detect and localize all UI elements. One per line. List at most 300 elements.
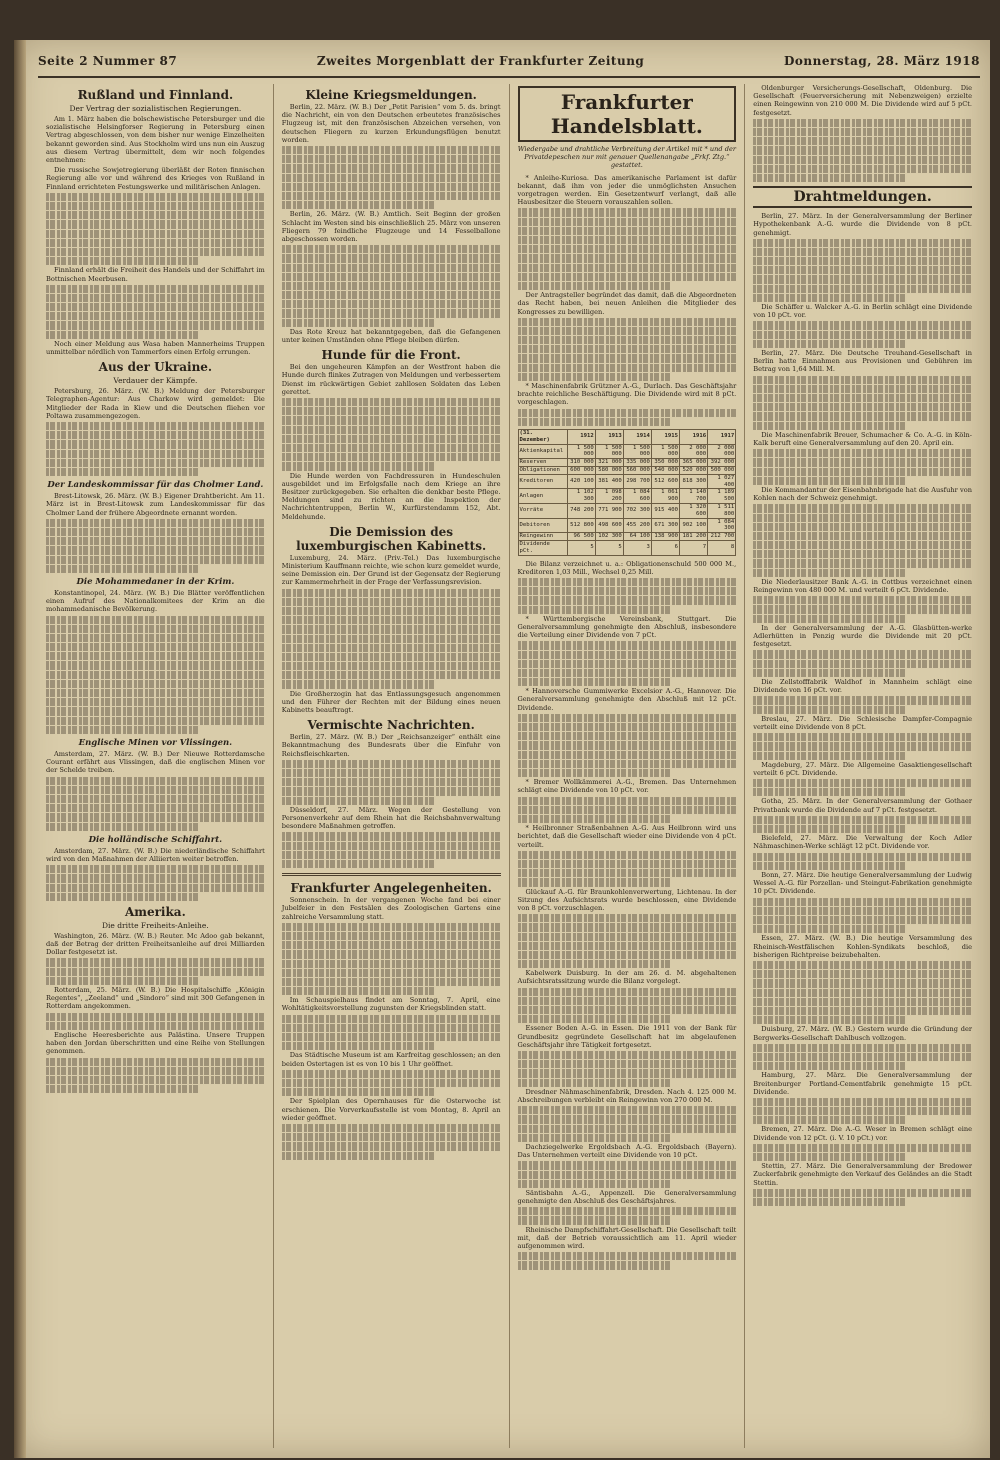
text-line — [518, 345, 737, 353]
text-line — [753, 523, 972, 531]
text-line — [753, 146, 972, 154]
text-line — [282, 291, 501, 299]
text-line — [753, 1198, 906, 1206]
table-cell: 298 700 — [623, 474, 651, 489]
text-line — [753, 248, 972, 256]
text-line — [46, 239, 265, 247]
table-cell: 392 000 — [708, 459, 736, 467]
text-line — [282, 426, 501, 434]
article-paragraph: Noch einer Meldung aus Wasa haben Mannerheims Truppen unmittelbar nördlich von Tammerfors einen Erfolg errungen. — [46, 339, 265, 357]
table-cell: 212 700 — [708, 533, 736, 541]
text-line — [518, 1171, 737, 1179]
table-cell: 771 900 — [595, 503, 623, 518]
table-cell: 512 600 — [651, 474, 679, 489]
article-paragraph: Bei den ungeheuren Kämpfen an der Westfront haben die Hunde durch flinkes Zutragen von Meldungen und verbessertem Dienst im rückwärtigen Gebiet zahllosen Soldaten das Leben gerettet. — [281, 363, 501, 396]
text-line — [282, 1133, 501, 1141]
text-line — [518, 218, 737, 226]
text-line — [46, 804, 265, 812]
text-line — [282, 1088, 435, 1096]
table-cell: 138 900 — [651, 533, 679, 541]
text-line — [753, 970, 972, 978]
text-line — [282, 309, 501, 317]
text-line — [753, 266, 972, 274]
text-line — [753, 898, 972, 906]
table-cell: 7 — [679, 540, 707, 555]
text-line — [282, 1142, 501, 1150]
text-line — [518, 1180, 671, 1188]
text-line — [753, 1098, 972, 1106]
table-row — [518, 489, 736, 504]
text-line — [518, 1115, 737, 1123]
text-line — [282, 607, 501, 615]
text-line — [46, 625, 265, 633]
table-cell: 915 400 — [651, 503, 679, 518]
text-line — [46, 303, 265, 311]
article-paragraph: Dresdner Nähmaschinenfabrik, Dresden. Nach 4. 125 000 M. Abschreibungen verbleibt ein Reingewinn von 270 000 M. — [517, 1087, 737, 1104]
text-line — [753, 779, 972, 787]
article-paragraph: Die Kommandantur der Eisenbahnbrigade hat die Ausfuhr von Kohlen nach der Schweiz genehmigt. — [753, 485, 972, 503]
headline-landeskommissar: Der Landeskommissar für das Cholmer Land. — [47, 480, 264, 491]
text-line — [753, 275, 972, 283]
text-line — [518, 806, 737, 814]
table-cell: 1 320 600 — [679, 503, 707, 518]
table-cell: 310 000 — [567, 459, 595, 467]
text-line — [753, 394, 972, 402]
text-line — [518, 1006, 737, 1014]
article-paragraph: Berlin, 27. März. (W. B.) Der „Reichsanzeiger“ enthält eine Bekanntmachung des Bundesrats über die Einfuhr von Reichsfleischkarten. — [281, 733, 501, 758]
table-cell: 1 500 000 — [651, 444, 679, 459]
table-row-label: Aktienkapital — [518, 444, 567, 459]
text-line — [46, 958, 265, 966]
text-line — [46, 546, 265, 554]
text-line — [282, 653, 501, 661]
text-line — [282, 146, 501, 154]
text-line — [282, 282, 501, 290]
text-line — [753, 742, 972, 750]
headline-hunde: Hunde für die Front. — [321, 348, 461, 363]
text-line — [753, 961, 972, 969]
article-paragraph: Im Schauspielhaus findet am Sonntag, 7. April, eine Wohltätigkeitsvorstellung zugunsten der Kriegsblinden statt. — [281, 996, 501, 1013]
text-line — [753, 1116, 906, 1124]
text-line — [753, 468, 972, 476]
table-cell: 102 300 — [595, 533, 623, 541]
table-cell: 2 000 000 — [708, 444, 736, 459]
column-4 — [745, 84, 980, 1448]
text-line — [518, 336, 737, 344]
text-line — [518, 797, 737, 805]
column-3 — [510, 84, 746, 1448]
headline-kriegsmeldungen: Kleine Kriegsmeldungen. — [305, 88, 477, 102]
text-line — [282, 398, 501, 406]
table-cell: 498 600 — [595, 518, 623, 533]
text-line — [753, 340, 906, 348]
text-line — [753, 1144, 972, 1152]
text-line — [282, 1070, 501, 1078]
article-paragraph: Oldenburger Versicherungs-Gesellschaft, Oldenburg. Die Gesellschaft (Feuerversicherung mit Nebenzweigen) erzielte einen Reingewinn von 210 000 M. Die Dividende wird auf 5 pCt. festgesetzt. — [753, 84, 972, 117]
text-line — [46, 1058, 265, 1066]
text-line — [282, 832, 501, 840]
text-line — [282, 1042, 435, 1050]
text-line — [753, 1053, 972, 1061]
table-row-label: Vorräte — [518, 503, 567, 518]
table-cell: 455 200 — [623, 518, 651, 533]
table-cell: 512 800 — [567, 518, 595, 533]
text-line — [518, 1051, 737, 1059]
text-line — [518, 1069, 737, 1077]
table-row — [518, 444, 736, 459]
text-line — [518, 236, 737, 244]
table-cell: 335 000 — [623, 459, 651, 467]
article-paragraph: Essener Boden A.-G. in Essen. Die 1911 von der Bank für Grundbesitz gegründete Gesellschaft hat im abgelaufenen Geschäftsjahr ihre Tätigkeit fortgesetzt. — [517, 1024, 737, 1049]
text-line — [753, 853, 972, 861]
text-line — [518, 254, 737, 262]
article-paragraph: Das Rote Kreuz hat bekanntgegeben, daß die Gefangenen unter keinen Umständen ohne Pflege bleiben dürfen. — [281, 327, 501, 345]
table-row-label: Debitoren — [518, 518, 567, 533]
text-line — [518, 997, 737, 1005]
article-paragraph: Der Antragsteller begründet das damit, daß die Abgeordneten das Recht haben, bei neuen Anleihen die Mitglieder des Kongresses zu bewilligen. — [517, 291, 737, 316]
text-line — [753, 385, 972, 393]
table-row — [518, 533, 736, 541]
table-cell: 671 300 — [651, 518, 679, 533]
text-line — [282, 769, 501, 777]
text-line — [518, 264, 737, 272]
article-paragraph: Die Niederlausitzer Bank A.-G. in Cottbus verzeichnet einen Reingewinn von 480 000 M. und verteilt 6 pCt. Dividende. — [753, 577, 972, 595]
text-line — [753, 998, 972, 1006]
headline-demission: Die Demission des luxemburgischen Kabinetts. — [296, 524, 487, 553]
text-line — [46, 671, 265, 679]
table-row — [518, 474, 736, 489]
article-paragraph: * Bremer Wollkämmerei A.-G., Bremen. Das Unternehmen schlägt eine Dividende von 10 pCt. vor. — [517, 778, 737, 795]
text-line — [46, 202, 265, 210]
table-header-cell: 1916 — [679, 430, 707, 445]
article-paragraph: Breslau, 27. März. Die Schlesische Dampfer-Compagnie verteilt eine Dividende von 8 pCt. — [753, 714, 972, 731]
text-line — [46, 294, 265, 302]
text-line — [282, 923, 501, 931]
text-line — [518, 1216, 671, 1224]
table-cell: 381 400 — [595, 474, 623, 489]
text-line — [46, 893, 199, 901]
text-line — [46, 968, 265, 976]
text-line — [282, 960, 501, 968]
text-line — [518, 714, 737, 722]
article-paragraph: Finnland erhält die Freiheit des Handels und der Schiffahrt im Bottnischen Meerbusen. — [46, 266, 265, 283]
table-cell: 1 511 800 — [708, 503, 736, 518]
text-line — [282, 787, 501, 795]
article-paragraph: Düsseldorf, 27. März. Wegen der Gestellung von Personenverkehr auf dem Rhein hat die Reichsbahnverwaltung besondere Maßnahmen getroffen. — [281, 805, 501, 831]
article-paragraph: Glückauf A.-G. für Braunkohlenverwertung, Lichtenau. In der Sitzung des Aufsichtsrats wurde beschlossen, eine Dividende von 8 pCt. vorzuschlagen. — [517, 887, 737, 912]
article-paragraph: Berlin, 27. März. Die Deutsche Treuhand-Gesellschaft in Berlin hatte Einnahmen aus Provisionen und Gebühren im Betrag von 1,64 Mill. M. — [753, 349, 972, 374]
text-line — [753, 650, 972, 658]
headline-vermischte: Vermischte Nachrichten. — [307, 718, 475, 733]
table-cell: 350 000 — [651, 459, 679, 467]
text-line — [518, 227, 737, 235]
text-line — [282, 319, 435, 327]
article-paragraph: Die Großherzogin hat das Entlassungsgesuch angenommen und den Führer der Rechten mit der Bildung eines neuen Kabinetts beauftragt. — [281, 689, 501, 715]
text-line — [753, 376, 972, 384]
section-title-handelsblatt: Frankfurter Handelsblatt. — [518, 86, 737, 142]
text-line — [518, 914, 737, 922]
text-line — [282, 407, 501, 415]
text-line — [518, 1015, 671, 1023]
article-paragraph: Petersburg, 26. März. (W. B.) Meldung der Petersburger Telegraphen-Agentur: Aus Charkow wird gemeldet: Die Mitglieder der Rada in Kiew und die Deutschen fliehen vor Poltawa zusammengezogen. — [46, 387, 265, 420]
text-line — [753, 660, 972, 668]
text-line — [46, 977, 199, 985]
text-line — [518, 418, 671, 426]
article-paragraph: Die russische Sowjetregierung überläßt der Roten finnischen Regierung alle vor und während des Krieges von Rußland in Finnland errichteten Festungswerke und militärischen Anlagen. — [46, 166, 265, 191]
table-cell: 96 500 — [567, 533, 595, 541]
table-row-label: Obligationen — [518, 467, 567, 475]
text-line — [753, 605, 972, 613]
text-line — [518, 651, 737, 659]
headline-russland: Rußland und Finnland. — [77, 88, 234, 102]
text-line — [753, 321, 972, 329]
text-line — [753, 331, 972, 339]
text-line — [46, 1067, 265, 1075]
text-line — [282, 254, 501, 262]
text-line — [46, 823, 199, 831]
article-paragraph: * Maschinenfabrik Grützner A.-G., Durlach. Das Geschäftsjahr brachte reichliche Beschäftigung. Die Dividende wird mit 8 pCt. vorgeschlagen. — [517, 382, 737, 407]
table-cell: 181 200 — [679, 533, 707, 541]
column-1 — [38, 84, 274, 1448]
table-row — [518, 459, 736, 467]
text-line — [753, 1062, 906, 1070]
text-line — [282, 932, 501, 940]
binding-spine — [14, 40, 26, 1458]
article-paragraph: * Heilbronner Straßenbahnen A.-G. Aus Heilbronn wird uns berichtet, daß die Gesellschaft wieder eine Dividende von 4 pCt. verteilt. — [517, 824, 737, 849]
article-paragraph: Stettin, 27. März. Die Generalversammlung der Bredower Zuckerfabrik genehmigte den Verkauf des Geländes an die Stadt Stettin. — [753, 1162, 972, 1187]
table-cell: 520 000 — [679, 467, 707, 475]
text-line — [282, 1024, 501, 1032]
text-line — [282, 625, 501, 633]
double-rule — [282, 873, 501, 876]
table-cell: 8 — [708, 540, 736, 555]
text-line — [46, 193, 265, 201]
text-line — [518, 741, 737, 749]
text-line — [46, 643, 265, 651]
text-line — [282, 1015, 501, 1023]
text-line — [282, 635, 501, 643]
text-line — [518, 669, 737, 677]
text-line — [46, 865, 265, 873]
table-cell: 1 500 000 — [595, 444, 623, 459]
table-cell: 1 061 900 — [651, 489, 679, 504]
text-line — [518, 869, 737, 877]
text-line — [46, 616, 265, 624]
text-line — [753, 165, 972, 173]
text-line — [518, 327, 737, 335]
text-line — [46, 211, 265, 219]
table-cell: 1 027 400 — [708, 474, 736, 489]
text-line — [46, 528, 265, 536]
text-line — [46, 1085, 199, 1093]
text-line — [46, 717, 265, 725]
table-cell: 600 000 — [567, 467, 595, 475]
text-line — [46, 450, 265, 458]
text-line — [46, 634, 265, 642]
article-paragraph: Gotha, 25. März. In der Generalversammlung der Gothaer Privatbank wurde die Dividende auf 7 pCt. festgesetzt. — [753, 797, 972, 814]
text-line — [46, 468, 199, 476]
text-line — [282, 164, 501, 172]
text-line — [282, 760, 501, 768]
article-paragraph: Hamburg, 27. März. Die Generalversammlung der Breitenburger Portland-Cementfabrik genehmigte 15 pCt. Dividende. — [753, 1071, 972, 1096]
page-number: Seite 2 Nummer 87 — [38, 54, 178, 68]
issue-date: Donnerstag, 28. März 1918 — [784, 54, 980, 68]
table-cell: 321 000 — [595, 459, 623, 467]
text-line — [753, 752, 906, 760]
text-line — [518, 988, 737, 996]
table-cell: 6 — [651, 540, 679, 555]
text-line — [282, 671, 501, 679]
article-paragraph: Rotterdam, 25. März. (W. B.) Die Hospitalschiffe „Königin Regentes“, „Zeeland“ und „Sindoro“ sind mit 300 Gefangenen in Rotterdam angekommen. — [46, 986, 265, 1011]
article-paragraph: Dachziegelwerke Ergoldsbach A.-G. Ergoldsbach (Bayern). Das Unternehmen verteilt eine Dividende von 10 pCt. — [517, 1142, 737, 1160]
table-header-cell: 1915 — [651, 430, 679, 445]
table-cell: 748 200 — [567, 503, 595, 518]
text-line — [518, 660, 737, 668]
text-line — [46, 248, 265, 256]
text-line — [518, 318, 737, 326]
table-cell: 1 084 300 — [708, 518, 736, 533]
headline-angelegenheiten: Frankfurter Angelegenheiten. — [290, 881, 492, 896]
text-line — [282, 1152, 435, 1160]
text-line — [282, 174, 501, 182]
table-row — [518, 540, 736, 555]
text-line — [282, 453, 501, 461]
text-line — [753, 733, 972, 741]
section-title-drahtmeldungen: Drahtmeldungen. — [753, 186, 972, 208]
text-line — [46, 726, 199, 734]
article-paragraph: * Anleihe-Kuriosa. Das amerikanische Parlament ist dafür bekannt, daß ihm von jeder die unmöglichsten Ansuchen vorgetragen werden. Ein Gesetzentwurf verlangt, daß alle Hausbesitzer die Steuern vorauszahlen sollen. — [517, 173, 737, 207]
text-line — [518, 1261, 671, 1269]
table-cell: 5 — [595, 540, 623, 555]
text-line — [753, 1044, 972, 1052]
text-line — [46, 698, 265, 706]
article-paragraph: Essen, 27. März. (W. B.) Die heutige Versammlung des Rheinisch-Westfälischen Kohlen-Syndikats beschloß, die bisherigen Richtpreise beizubehalten. — [753, 934, 972, 959]
article-paragraph: Magdeburg, 27. März. Die Allgemeine Gasaktiengesellschaft verteilt 6 pCt. Dividende. — [753, 760, 972, 777]
article-paragraph: Luxemburg, 24. März. (Priv.-Tel.) Das luxemburgische Ministerium Kauffmann reichte, wie schon kurz gemeldet wurde, seine Demission ein. Der Grund ist der Gegensatz der Regierung zur Kammermehrheit in der Frage der Verfassungsrevision. — [281, 553, 501, 587]
table-cell: 500 000 — [708, 467, 736, 475]
text-line — [753, 816, 972, 824]
article-paragraph: Die Maschinenfabrik Breuer, Schumacher & Co. A.-G. in Köln-Kalk beruft eine Generalversammlung auf den 20. April ein. — [753, 430, 972, 447]
headline-amerika: Amerika. — [124, 904, 186, 919]
table-cell: 560 000 — [623, 467, 651, 475]
article-paragraph: Washington, 26. März. (W. B.) Reuter. Mc Adoo gab bekannt, daß der Betrag der dritten Freiheitsanleihe auf drei Milliarden Dollar festgesetzt ist. — [46, 931, 265, 957]
table-cell: 540 000 — [651, 467, 679, 475]
table-header-cell: 1917 — [708, 430, 736, 445]
table-cell: 818 300 — [679, 474, 707, 489]
text-line — [46, 565, 199, 573]
text-line — [753, 559, 972, 567]
text-line — [282, 192, 501, 200]
headline-schiffahrt: Die holländische Schiffahrt. — [88, 834, 223, 845]
article-paragraph: Die Zellstofffabrik Waldhof in Mannheim schlägt eine Dividende von 16 pCt. vor. — [753, 677, 972, 695]
article-paragraph: Duisburg, 27. März. (W. B.) Gestern wurde die Gründung der Bergwerks-Gesellschaft Dahlbusch vollzogen. — [753, 1025, 972, 1042]
text-line — [518, 1060, 737, 1068]
text-line — [46, 440, 265, 448]
text-line — [753, 174, 906, 182]
table-cell: 64 100 — [623, 533, 651, 541]
table-cell: 1 189 500 — [708, 489, 736, 504]
text-line — [282, 941, 501, 949]
article-paragraph: Rheinische Dampfschiffahrt-Gesellschaft. Die Gesellschaft teilt mit, daß der Betrieb voraussichtlich am 11. April wieder aufgenommen wird. — [517, 1225, 737, 1251]
text-line — [753, 541, 972, 549]
subhead-vertrag: Der Vertrag der sozialistischen Regierungen. — [69, 104, 242, 113]
text-line — [46, 331, 199, 339]
headline-mohammedaner: Die Mohammedaner in der Krim. — [76, 576, 235, 587]
text-line — [282, 616, 501, 624]
text-line — [46, 1013, 265, 1021]
text-line — [46, 680, 265, 688]
article-paragraph: Berlin, 26. März. (W. B.) Amtlich. Seit Beginn der großen Schlacht im Westen sind bis einschließlich 25. März von unseren Fliegern 79 feindliche Flugzeuge und 14 Fesselballone abgeschossen worden. — [281, 210, 501, 243]
text-line — [282, 842, 501, 850]
text-line — [518, 1125, 737, 1133]
text-line — [753, 989, 972, 997]
text-line — [518, 678, 671, 686]
text-line — [46, 459, 265, 467]
text-line — [753, 514, 972, 522]
text-line — [282, 797, 435, 805]
text-line — [46, 1076, 265, 1084]
text-line — [518, 851, 737, 859]
text-line — [46, 422, 265, 430]
text-line — [518, 578, 737, 586]
text-line — [518, 373, 671, 381]
text-line — [753, 532, 972, 540]
columns — [38, 84, 980, 1448]
text-line — [518, 273, 737, 281]
text-line — [753, 696, 972, 704]
text-line — [753, 137, 972, 145]
text-line — [518, 769, 671, 777]
text-line — [46, 556, 265, 564]
text-line — [518, 732, 737, 740]
text-line — [518, 933, 737, 941]
article-paragraph: Berlin, 27. März. In der Generalversammlung der Berliner Hypothekenbank A.-G. wurde die Dividende von 8 pCt. genehmigt. — [753, 212, 972, 237]
table-cell: 365 000 — [679, 459, 707, 467]
text-line — [282, 851, 501, 859]
table-row — [518, 518, 736, 533]
text-line — [518, 641, 737, 649]
article-paragraph: Am 1. März haben die bolschewistische Petersburger und die sozialistische Helsingforser Regierung in Petersburg einen Vertrag abgeschlossen, von dem bisher nur wenige Einzelheiten bekannt geworden sind. Aus Stockholm wird uns nun ein Auszug aus diesem Vertrag übermittelt, dem wir noch folgendes entnehmen: — [46, 115, 265, 165]
text-line — [753, 156, 972, 164]
text-line — [753, 669, 906, 677]
text-line — [518, 364, 737, 372]
table-header-row — [518, 430, 736, 445]
text-line — [518, 1079, 671, 1087]
text-line — [282, 264, 501, 272]
subhead-anleihe: Die dritte Freiheits-Anleihe. — [102, 920, 209, 930]
text-line — [753, 615, 906, 623]
article-paragraph: Die Schäffer u. Walcker A.-G. in Berlin schlägt eine Dividende von 10 pCt. vor. — [753, 303, 972, 320]
table-header-cell: (31. Dezember) — [518, 430, 567, 445]
text-line — [282, 444, 501, 452]
article-paragraph: Bremen, 27. März. Die A.-G. Weser in Bremen schlägt eine Dividende von 12 pCt. (i. V. 10 pCt.) vor. — [753, 1125, 972, 1142]
text-line — [282, 201, 435, 209]
table-row-label: Kreditoren — [518, 474, 567, 489]
article-paragraph: Sonnenschein. In der vergangenen Woche fand bei einer Jubelfeier in den Festsälen des Zoologischen Gartens eine zahlreiche Versammlung statt. — [281, 896, 501, 921]
table-cell: 3 — [623, 540, 651, 555]
subhead-kaempfe: Verdauer der Kämpfe. — [113, 376, 198, 386]
article-paragraph: Amsterdam, 27. März. (W. B.) Der Nieuwe Rotterdamsche Courant erfährt aus Vlissingen, daß die englischen Minen vor der Schelde treiben. — [46, 749, 265, 775]
text-line — [753, 862, 906, 870]
article-paragraph: In der Generalversammlung der A.-G. Glasbütten-werke Adlerhütten in Penzig wurde die Dividende mit 20 pCt. festgesetzt. — [753, 623, 972, 649]
article-paragraph: Die Bilanz verzeichnet u. a.: Obligationenschuld 500 000 M., Kreditoren 1,03 Mill., Wechsel 0,25 Mill. — [517, 559, 737, 576]
article-paragraph: Bielefeld, 27. März. Die Verwaltung der Koch Adler Nähmaschinen-Werke schlägt 12 pCt. Dividende vor. — [753, 834, 972, 851]
newspaper-page — [14, 40, 990, 1458]
text-line — [518, 1134, 671, 1142]
text-line — [46, 312, 265, 320]
text-line — [282, 435, 501, 443]
text-line — [518, 1161, 737, 1169]
